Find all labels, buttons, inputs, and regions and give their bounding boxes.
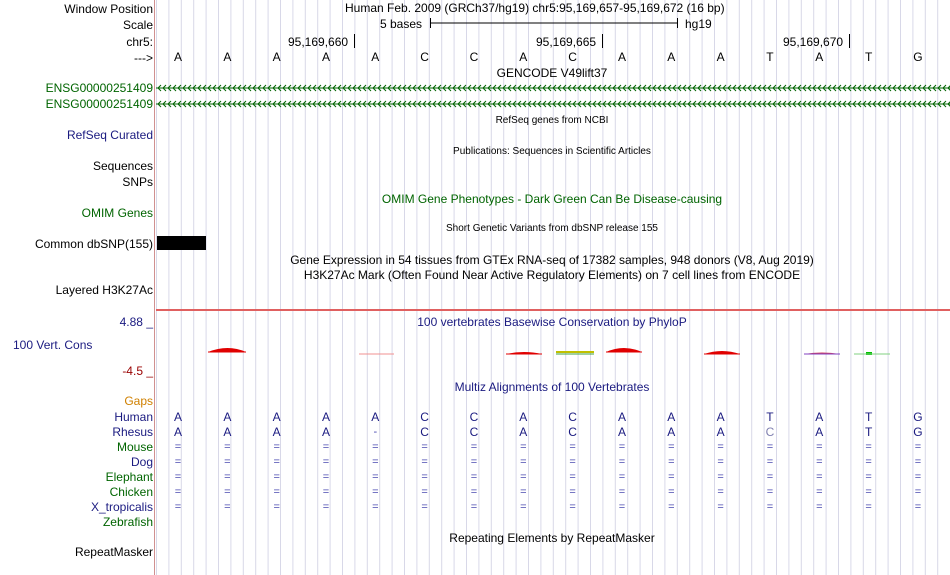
alignment-base: C <box>568 425 577 439</box>
reference-base: A <box>321 50 330 64</box>
gencode-gene-feature[interactable] <box>156 99 950 109</box>
alignment-base: = <box>569 486 576 498</box>
coord-label: 95,169,660 <box>288 35 349 49</box>
alignment-base: A <box>667 425 676 439</box>
alignment-base: = <box>322 456 330 468</box>
alignment-base: = <box>273 441 280 453</box>
alignment-base: A <box>173 425 182 439</box>
h3k27ac-track-label[interactable]: Layered H3K27Ac <box>55 283 153 297</box>
alignment-base: = <box>372 471 379 483</box>
cons-track-label[interactable]: 100 Vert. Cons <box>13 338 93 352</box>
alignment-base: = <box>372 486 379 498</box>
alignment-base: = <box>717 456 724 468</box>
reference-base: A <box>519 50 528 64</box>
alignment-base: = <box>569 501 576 513</box>
alignment-base: = <box>668 456 675 468</box>
alignment-base: A <box>223 410 232 424</box>
alignment-base: A <box>272 410 281 424</box>
sequences-track-label[interactable]: Sequences <box>92 159 153 173</box>
scale-assembly: hg19 <box>685 17 712 31</box>
alignment-base: = <box>717 441 724 453</box>
alignment-base: = <box>421 456 428 468</box>
alignment-base: A <box>272 425 281 439</box>
alignment-base: A <box>321 410 330 424</box>
alignment-base: = <box>766 441 774 453</box>
alignment-base: = <box>174 441 182 453</box>
coord-tick <box>354 34 355 48</box>
alignment-base: C <box>420 425 429 439</box>
alignment-base: = <box>322 441 330 453</box>
alignment-base: = <box>174 471 182 483</box>
alignment-base: A <box>815 410 824 424</box>
cons-peak <box>208 348 246 352</box>
cons-peak <box>606 348 642 352</box>
alignment-base: G <box>913 410 923 424</box>
alignment-base: = <box>816 471 823 483</box>
alignment-base: = <box>520 486 527 498</box>
alignment-base: = <box>717 471 724 483</box>
alignment-base: C <box>420 410 429 424</box>
alignment-base: = <box>766 471 774 483</box>
scale-label: Scale <box>122 18 153 32</box>
alignment-base: = <box>224 456 231 468</box>
reference-base: A <box>716 50 725 64</box>
alignment-base: A <box>223 425 232 439</box>
multiz-track-title: Multiz Alignments of 100 Vertebrates <box>454 380 650 394</box>
reference-base: C <box>568 50 577 64</box>
alignment-base: = <box>618 456 626 468</box>
reference-base: A <box>815 50 824 64</box>
alignment-base: = <box>569 456 576 468</box>
species-label[interactable]: Human <box>114 410 153 424</box>
alignment-base: = <box>618 441 626 453</box>
species-label[interactable]: Dog <box>130 455 153 469</box>
alignment-base: = <box>914 486 922 498</box>
alignment-base: = <box>865 501 872 513</box>
omim-track-label[interactable]: OMIM Genes <box>81 206 153 220</box>
dbsnp-track-label[interactable]: Common dbSNP(155) <box>34 237 153 251</box>
reference-base: A <box>173 50 182 64</box>
alignment-base: = <box>865 441 872 453</box>
gencode-track-title: GENCODE V49lift37 <box>496 66 608 80</box>
alignment-base: C <box>765 425 775 439</box>
alignment-base: = <box>421 501 428 513</box>
reference-base: G <box>913 50 923 64</box>
alignment-base: = <box>372 501 379 513</box>
coord-tick <box>602 34 603 48</box>
alignment-base: = <box>273 501 280 513</box>
alignment-base: = <box>520 501 527 513</box>
h3k27ac-track-title: H3K27Ac Mark (Often Found Near Active Regulatory Elements) on 7 cell lines from ENCODE <box>303 268 801 282</box>
cons-max-label: 4.88 _ <box>119 315 153 329</box>
alignment-base: = <box>914 471 922 483</box>
alignment-base: = <box>766 486 774 498</box>
alignment-base: = <box>865 486 872 498</box>
alignment-base: C <box>568 410 577 424</box>
alignment-base: = <box>520 441 527 453</box>
alignment-base: T <box>864 425 873 439</box>
gencode-gene-feature[interactable] <box>156 83 950 93</box>
alignment-base: = <box>372 456 379 468</box>
alignment-base: = <box>618 486 626 498</box>
cons-track-title: 100 vertebrates Basewise Conservation by PhyloP <box>417 315 687 329</box>
alignment-base: = <box>816 486 823 498</box>
species-label[interactable]: X_tropicalis <box>90 500 153 514</box>
alignment-base: = <box>668 486 675 498</box>
dbsnp-track-title: Short Genetic Variants from dbSNP release 155 <box>446 223 658 234</box>
alignment-base: = <box>470 456 478 468</box>
snp-feature[interactable] <box>157 236 206 250</box>
gtex-track-title: Gene Expression in 54 tissues from GTEx RNA-seq of 17382 samples, 948 donors (V8, Aug 2019) <box>290 253 814 267</box>
alignment-base: = <box>174 456 182 468</box>
scale-bar <box>430 16 678 30</box>
alignment-base: = <box>421 486 428 498</box>
alignment-base: = <box>914 501 922 513</box>
coord-tick <box>849 34 850 48</box>
alignment-base: = <box>618 471 626 483</box>
alignment-base: = <box>421 441 428 453</box>
reference-base: C <box>469 50 479 64</box>
refseq-track-label[interactable]: RefSeq Curated <box>66 128 153 142</box>
reference-base: A <box>223 50 232 64</box>
alignment-base: = <box>766 456 774 468</box>
window-position-label: Window Position <box>64 2 153 16</box>
coord-label: 95,169,665 <box>536 35 597 49</box>
alignment-base: A <box>617 410 626 424</box>
track-label-divider <box>154 0 155 575</box>
alignment-base: = <box>668 441 675 453</box>
alignment-base: = <box>520 471 527 483</box>
alignment-base: = <box>224 471 231 483</box>
alignment-base: = <box>914 456 922 468</box>
alignment-base: = <box>470 441 478 453</box>
alignment-base: A <box>321 425 330 439</box>
alignment-base: = <box>322 486 330 498</box>
alignment-base: = <box>224 441 231 453</box>
alignment-base: = <box>421 471 428 483</box>
alignment-base: A <box>716 425 725 439</box>
alignment-base: = <box>520 456 527 468</box>
alignment-base: = <box>174 486 182 498</box>
alignment-base: = <box>865 471 872 483</box>
alignment-base: = <box>470 501 478 513</box>
alignment-base: = <box>470 486 478 498</box>
chr-label: chr5: <box>126 35 153 49</box>
omim-track-title: OMIM Gene Phenotypes - Dark Green Can Be Disease-causing <box>381 192 723 206</box>
cons-min-label: -4.5 _ <box>122 364 153 378</box>
repeatmasker-track-title: Repeating Elements by RepeatMasker <box>449 531 655 545</box>
alignment-base: A <box>815 425 824 439</box>
species-label[interactable]: Zebrafish <box>102 515 153 529</box>
alignment-base: = <box>224 501 231 513</box>
alignment-base: T <box>766 410 774 424</box>
reference-base: A <box>617 50 626 64</box>
alignment-base: = <box>224 486 231 498</box>
refseq-track-title: RefSeq genes from NCBI <box>495 115 609 126</box>
alignment-base: = <box>816 456 823 468</box>
alignment-base: = <box>470 471 478 483</box>
publications-track-title: Publications: Sequences in Scientific Articles <box>453 146 651 157</box>
alignment-base: = <box>618 501 626 513</box>
conservation-plot <box>156 330 950 380</box>
reference-base: A <box>272 50 281 64</box>
alignment-base: - <box>373 426 378 438</box>
species-label[interactable]: Elephant <box>105 470 153 484</box>
alignment-base: = <box>668 471 675 483</box>
species-label[interactable]: Chicken <box>109 485 153 499</box>
alignment-base: = <box>668 501 675 513</box>
alignment-base: = <box>816 501 823 513</box>
alignment-base: = <box>273 456 280 468</box>
alignment-base: = <box>273 471 280 483</box>
alignment-base: A <box>371 410 380 424</box>
alignment-base: = <box>865 456 872 468</box>
alignment-base: A <box>173 410 182 424</box>
reference-base: A <box>667 50 676 64</box>
alignment-base: C <box>469 410 479 424</box>
alignment-base: = <box>717 486 724 498</box>
reference-base: T <box>864 50 873 64</box>
reference-base: A <box>371 50 380 64</box>
alignment-base: = <box>273 486 280 498</box>
alignment-base: A <box>519 410 528 424</box>
alignment-base: A <box>716 410 725 424</box>
alignment-base: = <box>914 441 922 453</box>
alignment-base: = <box>174 501 182 513</box>
alignment-base: A <box>617 425 626 439</box>
alignment-base: G <box>913 425 923 439</box>
species-label[interactable]: Rhesus <box>112 425 153 439</box>
reference-base: C <box>420 50 429 64</box>
alignment-base: = <box>816 441 823 453</box>
alignment-base: A <box>667 410 676 424</box>
snps-track-label[interactable]: SNPs <box>122 175 153 189</box>
reference-base: T <box>766 50 774 64</box>
window-position-value: Human Feb. 2009 (GRCh37/hg19) chr5:95,169,657-95,169,672 (16 bp) <box>345 1 725 15</box>
strand-label: ---> <box>134 51 153 65</box>
alignment-base: = <box>372 441 379 453</box>
alignment-base: = <box>569 441 576 453</box>
alignment-base: = <box>717 501 724 513</box>
alignment-base: A <box>519 425 528 439</box>
alignment-base: = <box>766 501 774 513</box>
alignment-base: T <box>864 410 873 424</box>
alignment-base: = <box>569 471 576 483</box>
alignment-base: C <box>469 425 479 439</box>
alignment-base: = <box>322 501 330 513</box>
alignment-base: = <box>322 471 330 483</box>
gencode-gene-item[interactable]: ENSG00000251409 <box>45 97 153 111</box>
gencode-gene-item[interactable]: ENSG00000251409 <box>45 81 153 95</box>
scale-value: 5 bases <box>380 17 423 31</box>
repeatmasker-track-label[interactable]: RepeatMasker <box>74 545 153 559</box>
h3k27ac-signal-line <box>156 309 950 311</box>
gaps-track-label[interactable]: Gaps <box>124 394 153 408</box>
species-label[interactable]: Mouse <box>116 440 153 454</box>
coord-label: 95,169,670 <box>783 35 844 49</box>
